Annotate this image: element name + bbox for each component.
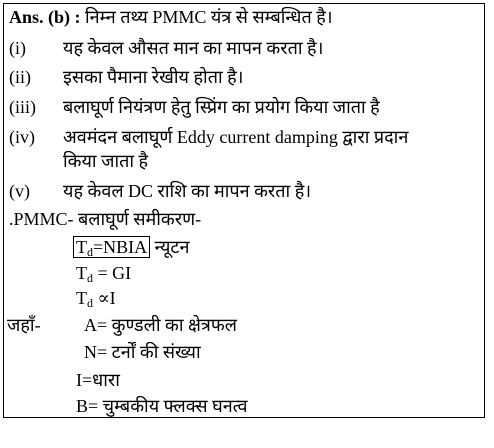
answer-label: Ans. (b) : <box>9 7 81 27</box>
definition-area: A= कुण्डली का क्षेत्रफल <box>84 315 237 335</box>
point-number: (iii) <box>9 97 36 117</box>
subscript-d: d <box>87 271 93 285</box>
point-number: (ii) <box>9 67 31 87</box>
point-text: यह केवल औसत मान का मापन करता है। <box>63 38 324 58</box>
equation-3 <box>76 287 116 309</box>
definition-current: I=धारा <box>76 370 120 390</box>
heading-text: निम्न तथ्य PMMC यंत्र से सम्बन्धित है। <box>85 7 333 27</box>
point-number: (iv) <box>9 127 35 147</box>
definition-turns: N= टर्नों की संख्या <box>84 342 201 362</box>
torque-symbol: T <box>76 237 87 257</box>
equation-rhs: ∝I <box>93 288 116 308</box>
equation-2 <box>76 262 131 284</box>
definition-flux-density: B= चुम्बकीय फ्लक्स घनत्व <box>76 396 248 416</box>
point-number: (i) <box>9 38 26 58</box>
equation-1 <box>73 236 189 258</box>
torque-symbol: T <box>76 288 87 308</box>
where-label: जहाँ- <box>7 315 41 335</box>
subscript-d: d <box>87 245 93 259</box>
point-number: (v) <box>9 181 30 201</box>
point-text: इसका पैमाना रेखीय होता है। <box>63 67 244 87</box>
point-text: बलाघूर्ण नियंत्रण हेतु स्प्रिंग का प्रयोग किया जाता है <box>63 97 380 117</box>
point-text: अवमंदन बलाघूर्ण Eddy current damping द्वारा प्रदान <box>63 127 409 147</box>
equation-rhs: = GI <box>93 263 132 283</box>
torque-symbol: T <box>76 263 87 283</box>
equation-title: .PMMC- बलाघूर्ण समीकरण- <box>9 209 202 229</box>
equation-rhs: =NBIA <box>93 237 148 257</box>
point-text: यह केवल DC राशि का मापन करता है। <box>63 181 312 201</box>
point-4-continuation: किया जाता है <box>63 151 149 171</box>
subscript-d: d <box>87 296 93 310</box>
answer-heading <box>9 6 333 28</box>
boxed-torque-equation <box>73 236 150 258</box>
unit-newton: न्यूटन <box>154 237 190 257</box>
